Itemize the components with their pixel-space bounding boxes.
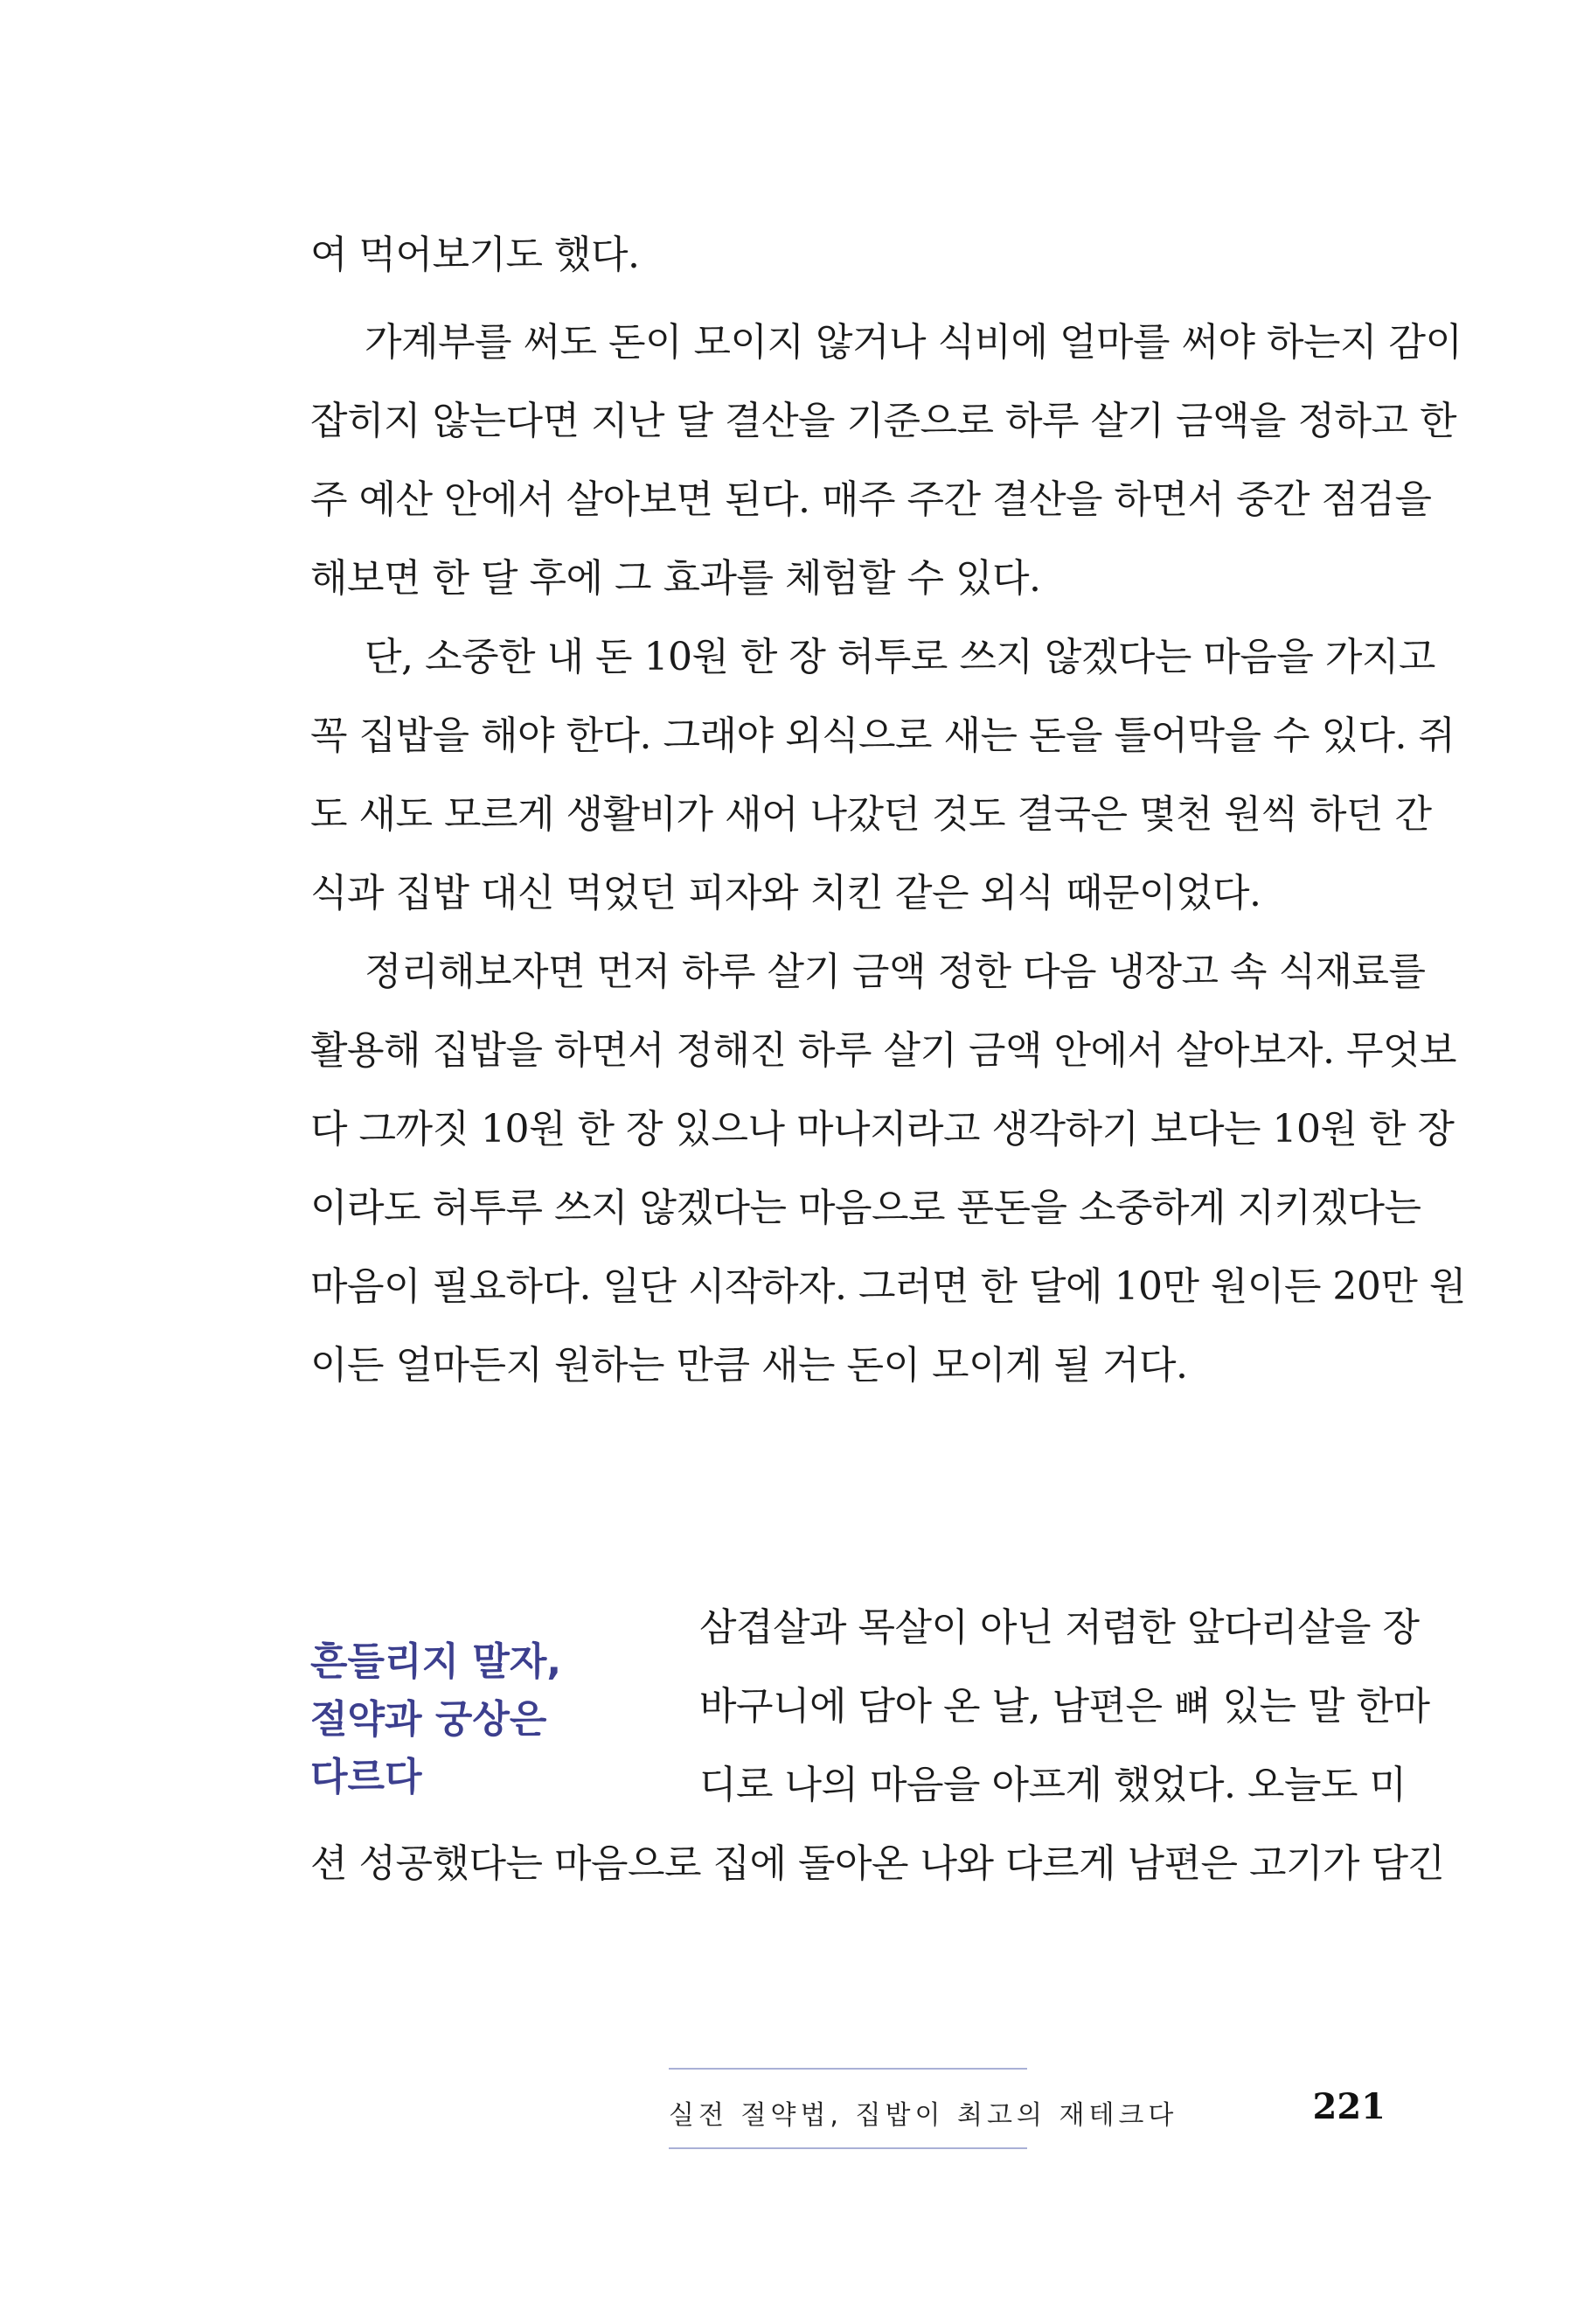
body-line-9: 식과 집밥 대신 먹었던 피자와 치킨 같은 외식 때문이었다. bbox=[310, 871, 1261, 915]
body-line-5: 해보면 한 달 후에 그 효과를 체험할 수 있다. bbox=[310, 556, 1041, 601]
body-line-1: 여 먹어보기도 했다. bbox=[310, 233, 640, 277]
section-body-line-2: 바구니에 담아 온 날, 남편은 뼈 있는 말 한마 bbox=[699, 1684, 1430, 1729]
body-line-14: 마음이 필요하다. 일단 시작하자. 그러면 한 달에 10만 원이든 20만 원 bbox=[310, 1264, 1466, 1309]
section-heading-line-1: 흔들리지 말자, bbox=[310, 1639, 562, 1684]
section-body-line-1: 삼겹살과 목살이 아닌 저렴한 앞다리살을 장 bbox=[699, 1605, 1420, 1650]
section-heading-line-3: 다르다 bbox=[310, 1755, 422, 1799]
section-body-line-4: 션 성공했다는 마음으로 집에 돌아온 나와 다르게 남편은 고기가 담긴 bbox=[310, 1841, 1445, 1886]
body-line-12: 다 그까짓 10원 한 장 있으나 마나지라고 생각하기 보다는 10원 한 장 bbox=[310, 1107, 1455, 1152]
body-line-4: 주 예산 안에서 살아보면 된다. 매주 주간 결산을 하면서 중간 점검을 bbox=[310, 477, 1432, 522]
page-number: 221 bbox=[1312, 2086, 1386, 2127]
body-line-3: 잡히지 않는다면 지난 달 결산을 기준으로 하루 살기 금액을 정하고 한 bbox=[310, 399, 1456, 443]
footer-rule-bottom bbox=[669, 2147, 1027, 2149]
body-line-7: 꼭 집밥을 해야 한다. 그래야 외식으로 새는 돈을 틀어막을 수 있다. 쥐 bbox=[310, 713, 1455, 758]
section-heading-line-2: 절약과 궁상은 bbox=[310, 1697, 547, 1742]
body-line-8: 도 새도 모르게 생활비가 새어 나갔던 것도 결국은 몇천 원씩 하던 간 bbox=[310, 792, 1432, 837]
body-line-11: 활용해 집밥을 하면서 정해진 하루 살기 금액 안에서 살아보자. 무엇보 bbox=[310, 1028, 1456, 1073]
body-line-2: 가계부를 써도 돈이 모이지 않거나 식비에 얼마를 써야 하는지 감이 bbox=[365, 320, 1462, 365]
body-line-13: 이라도 허투루 쓰지 않겠다는 마음으로 푼돈을 소중하게 지키겠다는 bbox=[310, 1186, 1421, 1230]
section-heading bbox=[310, 1633, 625, 1806]
footer-rule-top bbox=[669, 2068, 1027, 2070]
footer-chapter-title: 실전 절약법, 집밥이 최고의 재테크다 bbox=[669, 2100, 1178, 2131]
section-body-line-3: 디로 나의 마음을 아프게 했었다. 오늘도 미 bbox=[699, 1763, 1407, 1807]
body-line-6: 단, 소중한 내 돈 10원 한 장 허투로 쓰지 않겠다는 마음을 가지고 bbox=[365, 635, 1435, 679]
body-line-15: 이든 얼마든지 원하는 만큼 새는 돈이 모이게 될 거다. bbox=[310, 1343, 1188, 1388]
body-line-10: 정리해보자면 먼저 하루 살기 금액 정한 다음 냉장고 속 식재료를 bbox=[365, 950, 1426, 994]
